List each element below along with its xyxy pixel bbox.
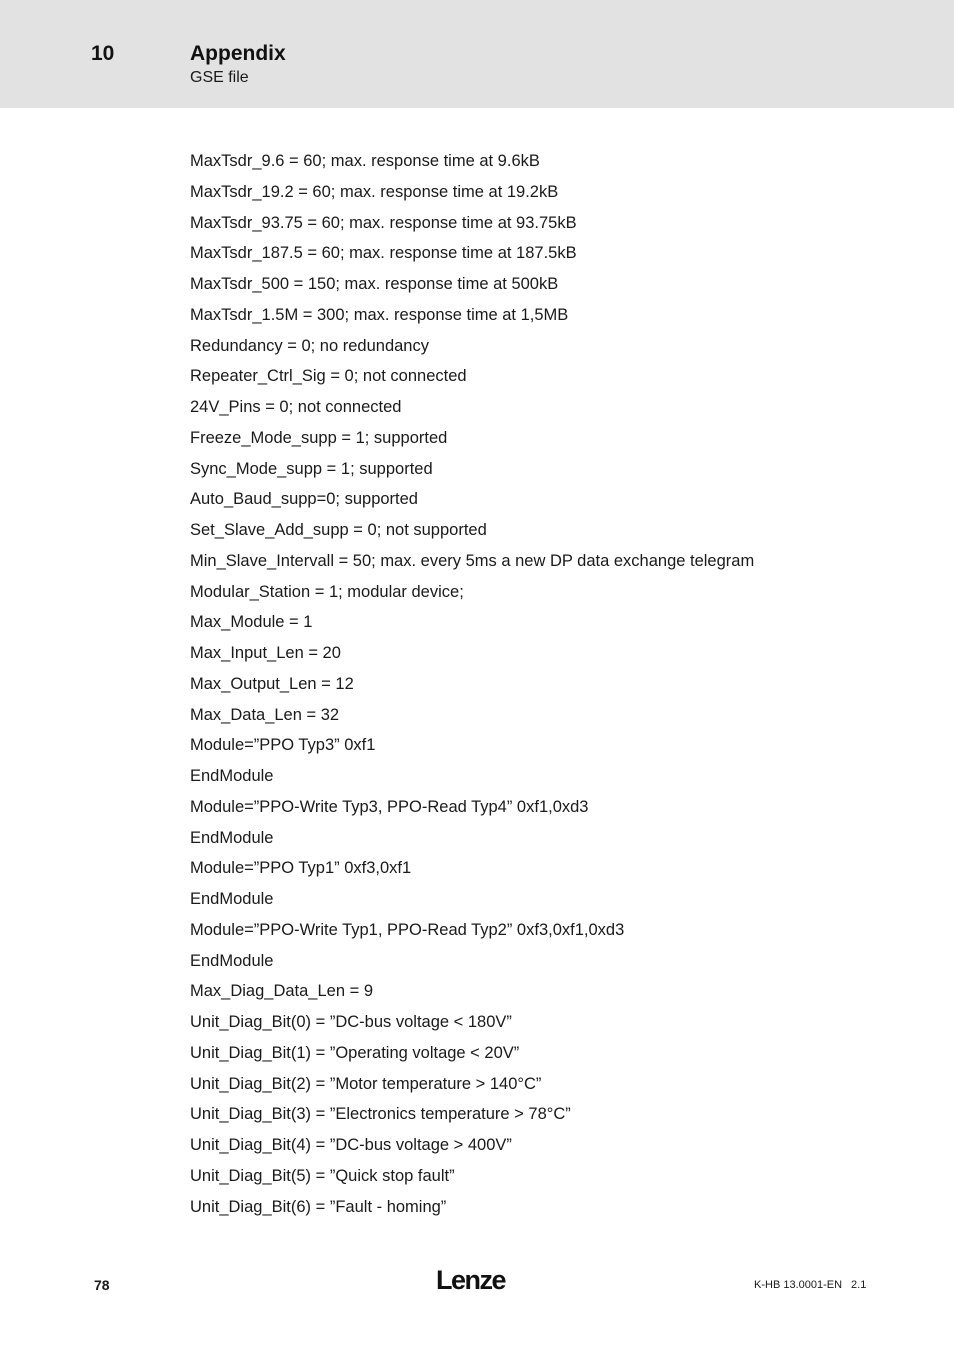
code-line: EndModule [190, 890, 274, 908]
code-line: Unit_Diag_Bit(2) = ”Motor temperature > 140°C” [190, 1074, 542, 1093]
code-line: Max_Diag_Data_Len = 9 [190, 982, 373, 1001]
page-header [0, 0, 954, 108]
code-line: Max_Data_Len = 32 [190, 705, 340, 724]
chapter-title: Appendix [190, 42, 286, 65]
code-line: EndModule [190, 828, 274, 847]
code-line: Min_Slave_Intervall = 50; max. every 5ms a new DP data exchange telegram [190, 551, 755, 570]
code-line: Module=”PPO-Write Typ1, PPO-Read Typ2” 0xf3,0xf1,0xd3 [190, 920, 625, 939]
code-line: Repeater_Ctrl_Sig = 0; not connected [190, 367, 467, 386]
code-line: MaxTsdr_9.6 = 60; max. response time at 9.6kB [190, 152, 540, 170]
section-title: GSE file [190, 69, 249, 86]
code-line: MaxTsdr_19.2 = 60; max. response time at 19.2kB [190, 182, 559, 201]
code-line: MaxTsdr_93.75 = 60; max. response time at 93.75kB [190, 213, 577, 232]
code-line: Unit_Diag_Bit(5) = ”Quick stop fault” [190, 1166, 455, 1185]
code-line: 24V_Pins = 0; not connected [190, 398, 402, 416]
chapter-number: 10 [91, 42, 115, 65]
code-line: Module=”PPO Typ3” 0xf1 [190, 736, 376, 755]
code-line: Sync_Mode_supp = 1; supported [190, 459, 433, 478]
code-line: MaxTsdr_187.5 = 60; max. response time at 187.5kB [190, 244, 577, 263]
code-line: Max_Output_Len = 12 [190, 674, 354, 693]
document-version: 2.1 [851, 1279, 867, 1291]
document-reference [754, 1277, 866, 1293]
code-line: EndModule [190, 767, 274, 785]
code-line: Redundancy = 0; no redundancy [190, 336, 429, 355]
code-line: MaxTsdr_1.5M = 300; max. response time at 1,5MB [190, 305, 569, 324]
code-line: Modular_Station = 1; modular device; [190, 582, 464, 601]
gse-code-listing [190, 148, 754, 1224]
code-line: Module=”PPO Typ1” 0xf3,0xf1 [190, 859, 412, 878]
lenze-logo: Lenze [436, 1265, 506, 1295]
code-line: Max_Module = 1 [190, 613, 313, 632]
code-line: MaxTsdr_500 = 150; max. response time at 500kB [190, 275, 559, 293]
code-line: Unit_Diag_Bit(0) = ”DC-bus voltage < 180V” [190, 1013, 512, 1031]
code-line: Auto_Baud_supp=0; supported [190, 490, 418, 509]
code-line: Set_Slave_Add_supp = 0; not supported [190, 521, 487, 539]
code-line: Freeze_Mode_supp = 1; supported [190, 428, 448, 447]
document-id: K-HB 13.0001-EN [754, 1279, 843, 1291]
code-line: Unit_Diag_Bit(1) = ”Operating voltage < 20V” [190, 1043, 520, 1062]
page-number: 78 [94, 1277, 110, 1293]
code-line: EndModule [190, 951, 274, 970]
code-line: Unit_Diag_Bit(6) = ”Fault - homing” [190, 1197, 447, 1216]
code-line: Unit_Diag_Bit(4) = ”DC-bus voltage > 400V” [190, 1136, 512, 1154]
code-line: Unit_Diag_Bit(3) = ”Electronics temperature > 78°C” [190, 1105, 571, 1124]
code-line: Module=”PPO-Write Typ3, PPO-Read Typ4” 0xf1,0xd3 [190, 797, 589, 816]
code-line: Max_Input_Len = 20 [190, 644, 341, 662]
